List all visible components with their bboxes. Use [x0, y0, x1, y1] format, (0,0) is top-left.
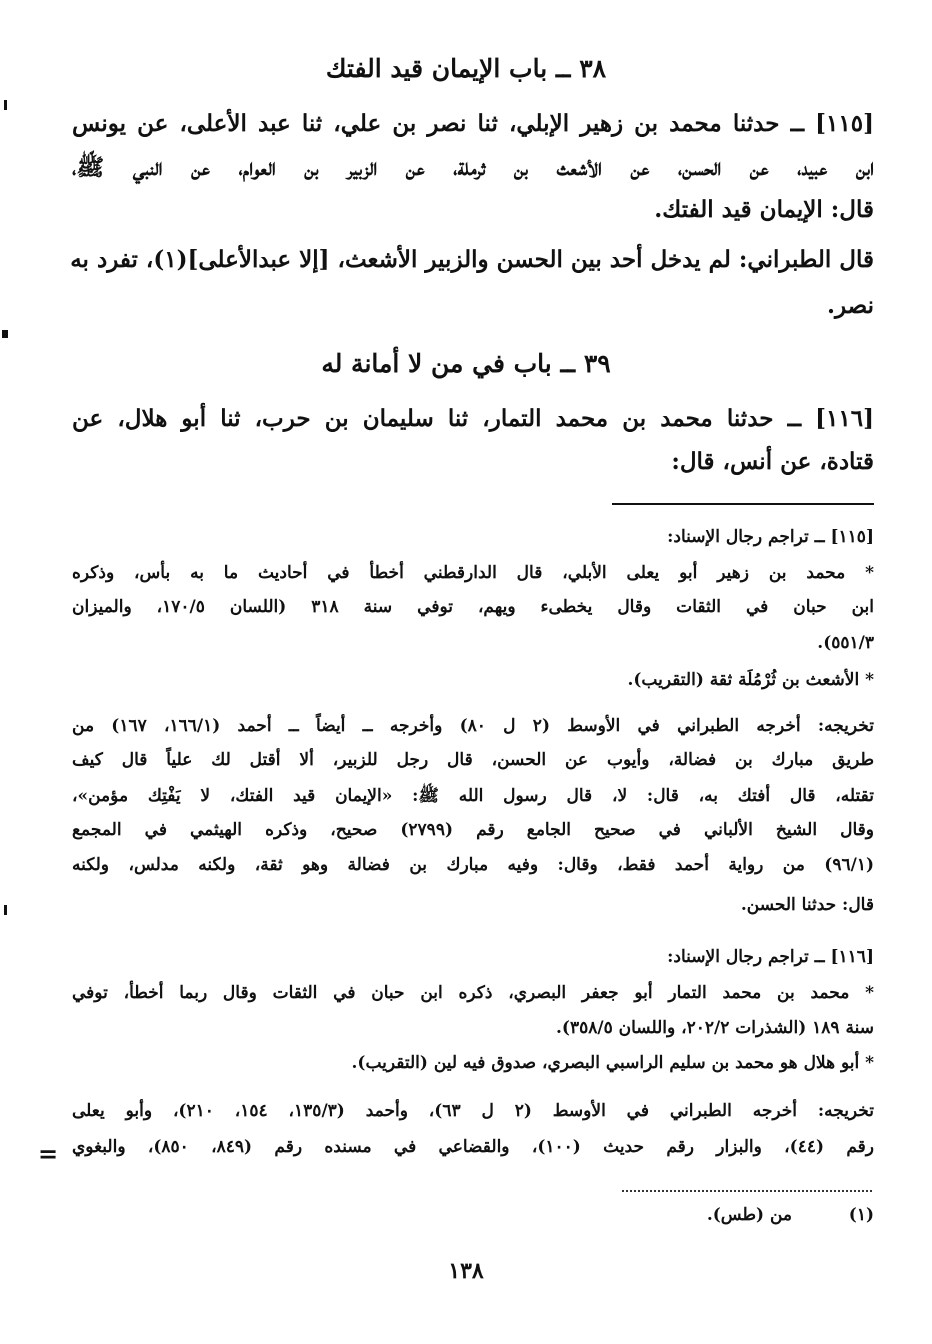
takhrij-line: تخريجه: أخرجه الطبراني في الأوسط (٢ ل ٦٣)، وأحمد (١٣٥/٣، ١٥٤، ٢١٠)، وأبو يعلى: [72, 1101, 875, 1121]
scan-edge-mark: [4, 905, 7, 915]
notes-115-title: [١١٥] ــ تراجم رجال الإسناد:: [667, 527, 874, 547]
takhrij-line: وقال الشيخ الألباني في صحيح الجامع رقم (٢٧٩٩) صحيح، وذكره الهيثمي في المجمع: [72, 820, 874, 840]
scan-edge-mark: [2, 330, 8, 338]
page-number: ١٣٨: [448, 1258, 484, 1284]
takhrij-line: قال: حدثنا الحسن.: [740, 895, 874, 915]
narrator-note-line: سنة ١٨٩ (الشذرات ٢٠٢/٢، واللسان ٣٥٨/٥).: [556, 1018, 874, 1038]
takhrij-line: (٩٦/١) من رواية أحمد فقط، وقال: وفيه مبارك بن فضالة وهو ثقة، ولكنه مدلس، ولكنه: [72, 855, 874, 875]
hadith-115-line: قال: الإيمان قيد الفتك.: [654, 196, 874, 223]
footnote-number: (١): [848, 1205, 874, 1225]
notes-116-title: [١١٦] ــ تراجم رجال الإسناد:: [667, 947, 874, 967]
narrator-note-line: ابن حبان في الثقات وقال يخطىء ويهم، توفي سنة ٣١٨ (اللسان ١٧٠/٥، والميزان: [72, 597, 874, 617]
footnote-text: من (طس).: [706, 1205, 792, 1225]
narrator-note-line: * محمد بن محمد التمار أبو جعفر البصري، ذكره ابن حبان في الثقات وقال ربما أخطأ، توفي: [72, 983, 874, 1003]
narrator-note-line: * أبو هلال هو محمد بن سليم الراسبي البصري، صدوق فيه لين (التقريب).: [351, 1053, 874, 1073]
hadith-116-line: قتادة، عن أنس، قال:: [671, 448, 874, 475]
chapter-heading-38: ٣٨ ــ باب الإيمان قيد الفتك: [325, 54, 607, 83]
scan-edge-mark: [4, 100, 7, 110]
chapter-heading-39: ٣٩ ــ باب في من لا أمانة له: [321, 349, 611, 378]
takhrij-line: تقتله، قال أفتك به، قال: لا، قال رسول الله ﷺ: «الإيمان قيد الفتك، لا يَفْتِك مؤمن»،: [72, 786, 874, 806]
narrator-note-line: * محمد بن زهير أبو يعلى الأبلي، قال الدارقطني أخطأ في أحاديث ما به بأس، وذكره: [72, 563, 874, 583]
takhrij-line: تخريجه: أخرجه الطبراني في الأوسط (٢ ل ٨٠) وأخرجه ــ أيضاً ــ أحمد (١٦٦/١، ١٦٧) من: [72, 716, 874, 736]
narrator-note-line: ٥٥١/٣).: [817, 633, 874, 653]
tabarani-comment-line: قال الطبراني: لم يدخل أحد بين الحسن والزبير الأشعث، [إلا عبدالأعلى](١)، تفرد به: [70, 246, 874, 273]
hadith-115-line: [١١٥] ــ حدثنا محمد بن زهير الإبلي، ثنا نصر بن علي، ثنا عبد الأعلى، عن يونس: [72, 110, 874, 137]
takhrij-line: طريق مبارك بن فضالة، وأيوب عن الحسن، قال رجل للزبير، ألا أقتل لك علياً قال كيف: [72, 750, 874, 770]
narrator-note-line: * الأشعث بن ثُرْمُلَة ثقة (التقريب).: [627, 670, 874, 690]
takhrij-line: رقم (٤٤)، والبزار رقم حديث (١٠٠)، والقضاعي في مسنده رقم (٨٤٩، ٨٥٠)، والبغوي: [72, 1137, 875, 1157]
tabarani-comment-line: نصر.: [826, 292, 874, 319]
continuation-mark: =: [38, 1139, 59, 1168]
hadith-115-line: ابن عبيد، عن الحسن، عن الأشعث بن ثرملة، عن الزبير بن العوام، عن النبي ﷺ،: [72, 154, 874, 181]
footnote-dotted-separator: [622, 1190, 872, 1192]
hadith-116-line: [١١٦] ــ حدثنا محمد بن محمد التمار، ثنا سليمان بن حرب، ثنا أبو هلال، عن: [72, 405, 874, 432]
footnote-separator-rule: [612, 503, 874, 505]
